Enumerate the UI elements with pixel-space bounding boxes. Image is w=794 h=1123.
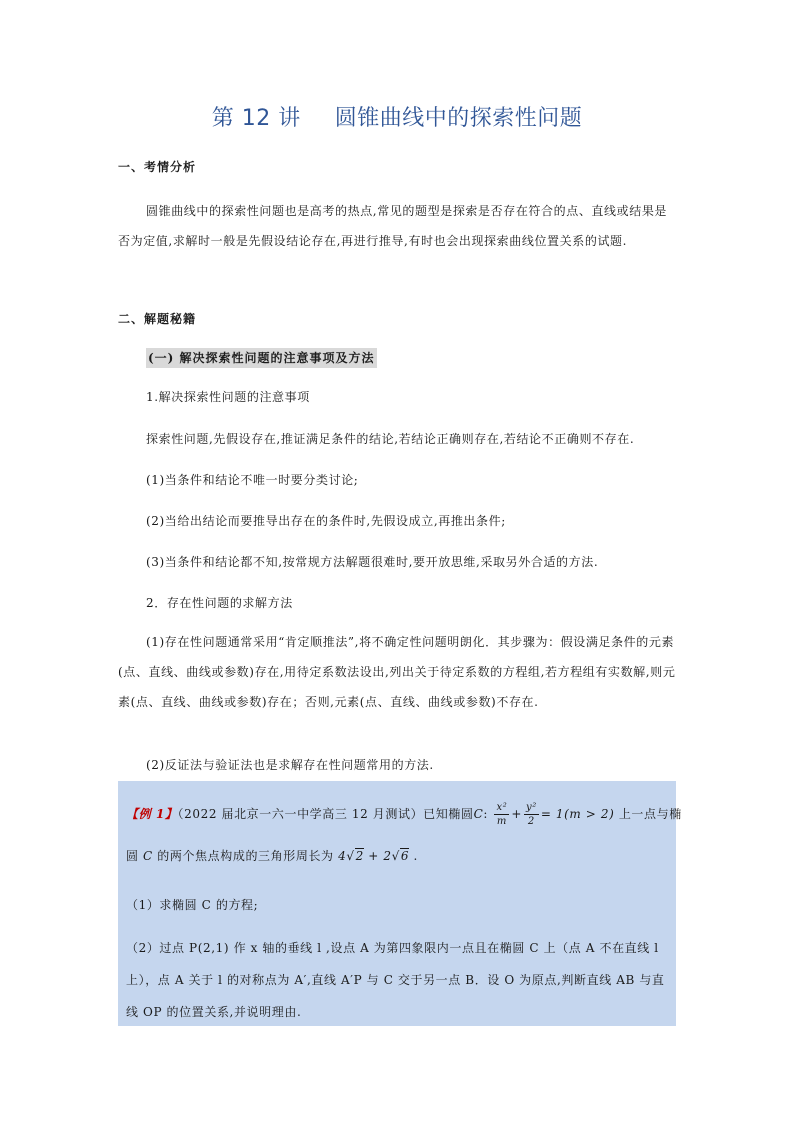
lecture-number: 第 12 讲: [211, 106, 301, 131]
item1-point-3: (3)当条件和结论都不知,按常规方法解题很难时,要开放思维,采取另外合适的方法.: [146, 555, 599, 569]
item1-point-2: (2)当给出结论而要推导出存在的条件时,先假设成立,再推出条件;: [146, 514, 506, 528]
example-line-1: 【例 1】（2022 届北京一六一中学高三 12 月测试）已知椭圆C: $\frac{\text{x²}}{m}$ + $\frac{\text{y²}}{2}$ = 1(m > 2) 上一点与椭: [126, 802, 682, 827]
analysis-paragraph: 圆锥曲线中的探索性问题也是高考的热点,常见的题型是探索是否存在符合的点、直线或结果是否为定值,求解时一般是先假设结论存在,再进行推导,有时也会出现探索曲线位置关系的试题.: [118, 204, 668, 248]
example-tag: 【例 1】: [126, 807, 178, 821]
lecture-topic: 圆锥曲线中的探索性问题: [334, 106, 583, 131]
item1-text: 探索性问题,先假设存在,推证满足条件的结论,若结论正确则存在,若结论不正确则不存在.: [146, 432, 635, 446]
fraction-x: $\frac{\text{x²}}{m}$: [496, 802, 508, 827]
fraction-y: $\frac{\text{y²}}{2}$: [525, 802, 537, 827]
question-1: （1）求椭圆 C 的方程;: [126, 898, 259, 912]
question-2-line-1: （2）过点 P(2,1) 作 x 轴的垂线 l ,设点 A 为第四象限内一点且在椭圆 C 上（点 A 不在直线 l: [126, 941, 659, 955]
question-2-line-2: 上），点 A 关于 l 的对称点为 A′,直线 A′P 与 C 交于另一点 B．设 O 为原点,判断直线 AB 与直: [126, 973, 665, 987]
item2-paragraph-1: (1)存在性问题通常采用“肯定顺推法”,将不确定性问题明朗化．其步骤为：假设满足条件的元素(点、直线、曲线或参数)存在,用待定系数法设出,列出关于待定系数的方程组,若方程组有实数解,则元素(点、直线、曲线或参数)存在；否则,元素(点、直线、曲线或参数)不存在.: [118, 635, 676, 709]
section-heading-analysis: 一、考情分析: [118, 160, 197, 174]
perimeter-expression: 4√2 + 2√6: [338, 849, 410, 863]
item2-title: 2．存在性问题的求解方法: [146, 596, 293, 610]
curve-symbol: C: [473, 807, 484, 821]
example-line-2: 圆 C 的两个焦点构成的三角形周长为 4√2 + 2√6 .: [126, 849, 418, 863]
equation-tail: = 1(m > 2): [540, 807, 615, 821]
item1-point-1: (1)当条件和结论不唯一时要分类讨论;: [146, 473, 359, 487]
example-source: （2022 届北京一六一中学高三 12 月测试）已知椭圆: [177, 807, 474, 821]
example-line1-tail: 上一点与椭: [618, 807, 682, 821]
item1-title: 1.解决探索性问题的注意事项: [146, 390, 310, 404]
question-2-line-3: 线 OP 的位置关系,并说明理由.: [126, 1005, 302, 1019]
sub-heading-highlight: (一) 解决探索性问题的注意事项及方法: [146, 348, 377, 368]
page-title: [0, 101, 794, 132]
item2-paragraph-2: (2)反证法与验证法也是求解存在性问题常用的方法.: [146, 758, 434, 772]
example-box: [118, 781, 682, 1026]
section-heading-tips: 二、解题秘籍: [118, 312, 197, 326]
